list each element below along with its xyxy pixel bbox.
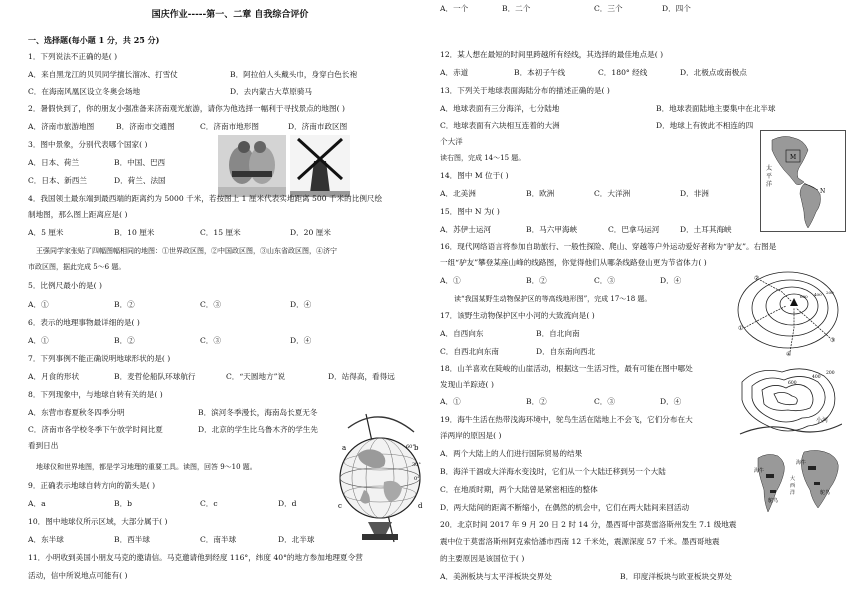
q11-option-d: D．四个 — [662, 4, 691, 13]
question-6: 6．表示的地理事物最详细的是( ) — [28, 318, 140, 327]
question-13: 13．下列关于地球表面海陆分布的描述正确的是( ) — [440, 86, 610, 95]
africa-label-ostrich-2: 鸵鸟 — [820, 490, 831, 496]
q2-option-a: A．济南市旅游地图 — [28, 122, 95, 131]
q10-option-d: D．北半球 — [278, 535, 315, 544]
africa-label-manatee-1: 海牛 — [754, 468, 765, 474]
q13-option-d: D．地球上有彼此不相连的四 — [656, 121, 754, 130]
q19-option-b: B．海洋干涸或大洋海水变浅时，它们从一个大陆迁移到另一个大陆 — [440, 467, 666, 476]
contour2-label-600: 600 — [788, 381, 797, 386]
question-5: 5．比例尺最小的是( ) — [28, 281, 102, 290]
q19-option-d: D．两大陆间的距离不断缩小，在偶然的机会中，它们在两大陆间来回活动 — [440, 503, 690, 512]
q15-option-b: B．马六甲海峡 — [526, 225, 578, 234]
q15-option-c: C．巴拿马运河 — [608, 225, 660, 234]
map1-label-yang: 洋 — [766, 181, 773, 188]
q17-option-b: B．自北向南 — [536, 329, 580, 338]
q12-option-d: D．北极点或南极点 — [680, 68, 747, 77]
q18-option-b: B．② — [526, 397, 547, 406]
question-20-line-3: 的主要原因是该国位于( ) — [440, 554, 525, 563]
q9-option-a: A．a — [28, 499, 46, 508]
q14-option-d: D．非洲 — [680, 189, 709, 198]
question-18-line-1: 18．山羊喜欢在陡峻的山崖活动，根据这一生活习性，最有可能在图中哪处 — [440, 364, 693, 373]
reading-prompt-17-18: 读“我国某野生动物保护区的等高线地形图”，完成 17～18 题。 — [454, 295, 652, 303]
q16-option-a: A．① — [440, 276, 461, 285]
q6-option-a: A．① — [28, 336, 49, 345]
q14-option-c: C．大洋洲 — [594, 189, 631, 198]
globe-label-a: a — [342, 444, 347, 452]
q13-option-b: B．地球表面陆地主要集中在北半球 — [656, 104, 776, 113]
atlantic-continents-map — [752, 446, 846, 516]
q4-option-d: D．20 厘米 — [290, 228, 331, 237]
africa-label-xi: 西 — [790, 483, 796, 489]
q11-option-a: A．一个 — [440, 4, 469, 13]
map1-label-n: N — [820, 188, 826, 195]
question-15: 15．图中 N 为( ) — [440, 207, 500, 216]
q13-option-d-cont: 个大洋 — [440, 137, 463, 146]
q7-option-b: B．麦哲伦船队环球航行 — [114, 372, 196, 381]
q2-option-d: D．济南市政区图 — [288, 122, 348, 131]
contour2-label-river: 小河 — [816, 417, 829, 424]
q1-option-d: D．去内蒙古大草原骑马 — [230, 87, 313, 96]
question-7: 7．下列事例不能正确说明地球形状的是( ) — [28, 354, 171, 363]
contour-map-q17 — [738, 360, 842, 440]
africa-label-manatee-2: 海牛 — [796, 460, 807, 466]
globe-label-b: b — [414, 444, 419, 452]
question-19-line-2: 洋两岸的原因是( ) — [440, 431, 502, 440]
q16-option-d: D．④ — [660, 276, 682, 285]
q1-option-c: C．在海南风凰区设立冬奥会场地 — [28, 87, 141, 96]
contour1-label-2: ② — [754, 275, 760, 282]
q5-option-c: C．③ — [200, 300, 221, 309]
q3-option-a: A．日本、荷兰 — [28, 158, 80, 167]
globe-label-60deg: 60° — [406, 444, 415, 450]
q18-option-d: D．④ — [660, 397, 682, 406]
q17-option-c: C．自西北向东南 — [440, 347, 499, 356]
reading-prompt-5-6-line-2: 市政区图，据此完成 5～6 题。 — [28, 263, 126, 271]
contour1-label-600: 600 — [800, 294, 808, 299]
q8-option-a: A．东营市春夏秋冬四季分明 — [28, 408, 125, 417]
question-18-line-2: 发现山羊踪迹( ) — [440, 380, 494, 389]
question-16-line-1: 16．现代网络语言将参加自助旅行、一般性探险、爬山、穿越等户外运动爱好者称为“驴友”。右图是 — [440, 242, 777, 251]
q15-option-d: D．土耳其海峡 — [680, 225, 732, 234]
q11-option-b: B．二个 — [502, 4, 531, 13]
q13-option-a: A．地球表面有三分海洋，七分陆地 — [440, 104, 560, 113]
q6-option-d: D．④ — [290, 336, 312, 345]
question-2: 2．暑假快到了，你的朋友小强准备来济南观光旅游，请你为他选择一幅利于寻找景点的地图( ) — [28, 104, 345, 113]
question-20-line-2: 震中位于莫雷洛斯州阿克索恰潘市西南 12 千米处，震源深度 57 千米。墨西哥地震 — [440, 537, 720, 546]
contour1-label-200: 200 — [826, 290, 834, 295]
q12-option-c: C．180° 经线 — [598, 68, 648, 77]
q1-option-b: B．阿拉伯人头戴头巾，身穿白色长袍 — [230, 70, 358, 79]
q12-option-a: A．赤道 — [440, 68, 469, 77]
contour1-label-400: 400 — [814, 292, 822, 297]
americas-map-figure — [760, 130, 846, 232]
q3-option-d: D．荷兰、法国 — [114, 176, 166, 185]
question-20-line-1: 20．北京时间 2017 年 9 月 20 日 2 时 14 分，墨西哥中部莫雷洛斯州发生 7.1 级地震 — [440, 520, 737, 529]
windmill-photo — [290, 135, 350, 197]
map1-label-m: M — [790, 154, 797, 161]
question-12: 12．某人想在最短的时间里跨越所有经线，其选择的最佳地点是( ) — [440, 50, 664, 59]
q2-option-b: B．济南市交通图 — [116, 122, 175, 131]
africa-label-ostrich-1: 鸵鸟 — [768, 498, 779, 504]
contour1-label-3: ③ — [830, 337, 836, 344]
africa-label-da: 大 — [790, 476, 796, 482]
q19-option-a: A．两个大陆上的人们进行国际贸易的结果 — [440, 449, 583, 458]
q7-option-a: A．月食的形状 — [28, 372, 80, 381]
q20-option-a: A．美洲板块与太平洋板块交界处 — [440, 572, 552, 581]
q4-option-b: B．10 厘米 — [114, 228, 155, 237]
q9-option-b: B．b — [114, 499, 133, 508]
contour2-label-200: 200 — [826, 371, 835, 376]
q20-option-b: B．印度洋板块与欧亚板块交界处 — [620, 572, 732, 581]
question-17: 17．该野生动物保护区中小河的大致流向是( ) — [440, 311, 595, 320]
q7-option-c: C．“天圆地方”说 — [226, 372, 286, 381]
q9-option-d: D．d — [278, 499, 297, 508]
globe-figure — [328, 410, 432, 552]
q10-option-c: C．南半球 — [200, 535, 237, 544]
question-8: 8．下列现象中，与地球自转有关的是( ) — [28, 390, 163, 399]
question-11-line-2: 活动，信中所说地点可能有( ) — [28, 571, 128, 580]
q8-option-d-cont: 看到日出 — [28, 441, 59, 450]
q7-option-d: D．站得高，看得远 — [328, 372, 395, 381]
map1-label-tai: 太 — [766, 165, 773, 172]
section-heading: 一、选择题(每小题 1 分，共 25 分) — [28, 35, 160, 45]
q16-option-b: B．② — [526, 276, 547, 285]
q8-option-d: D．北京的学生比乌鲁木齐的学生先 — [198, 425, 318, 434]
question-9: 9．正确表示地球自转方向的箭头是( ) — [28, 481, 156, 490]
q12-option-b: B．本初子午线 — [514, 68, 566, 77]
africa-label-yang: 洋 — [790, 490, 796, 496]
globe-label-30deg: 30° — [412, 462, 421, 468]
q6-option-c: C．③ — [200, 336, 221, 345]
contour2-label-400: 400 — [812, 375, 821, 380]
question-1: 1．下列说法不正确的是( ) — [28, 52, 118, 61]
q4-option-c: C．15 厘米 — [200, 228, 241, 237]
q18-option-c: C．③ — [594, 397, 615, 406]
sumo-photo — [218, 135, 286, 197]
q1-option-a: A．来自黑龙江的贝贝同学擅长溜冰、打雪仗 — [28, 70, 178, 79]
q10-option-b: B．西半球 — [114, 535, 150, 544]
q4-option-a: A．5 厘米 — [28, 228, 64, 237]
q9-option-c: C．c — [200, 499, 218, 508]
question-11-line-1: 11．小明收到美国小朋友马克的邀请信。马克邀请他到经度 116°，纬度 40°的地方参加地理夏令营 — [28, 553, 363, 562]
q3-option-c: C．日本、新西兰 — [28, 176, 87, 185]
reading-prompt-14-15: 读右图，完成 14～15 题。 — [440, 154, 526, 162]
map1-label-ping: 平 — [766, 173, 773, 180]
q3-picture-pair — [218, 135, 350, 197]
q19-option-c: C．在地质时期，两个大陆曾是紧密相连的整体 — [440, 485, 598, 494]
reading-prompt-5-6-line-1: 王强同学家张贴了四幅图幅相同的地图：①世界政区图，②中国政区图，③山东省政区图，④济宁 — [36, 247, 337, 255]
q11-option-c: C．三个 — [594, 4, 623, 13]
globe-label-c: c — [338, 502, 342, 510]
question-10: 10．图中地球仪所示区域，大部分属于( ) — [28, 517, 168, 526]
contour1-label-4: ④ — [786, 351, 792, 358]
q8-option-b: B．滨河冬季漫长，海南岛长夏无冬 — [198, 408, 318, 417]
globe-label-d: d — [418, 502, 423, 510]
q2-option-c: C．济南市地形图 — [200, 122, 259, 131]
globe-label-0deg: 0° — [414, 476, 420, 482]
question-4-line-1: 4．我国领土最东端到最西端的距离约为 5000 千米，若按图上 1 厘米代表实地距离 500 千米的比例尺绘 — [28, 194, 383, 203]
q14-option-a: A．北美洲 — [440, 189, 476, 198]
reading-prompt-9-10: 地球仪和世界地图，都是学习地理的重要工具。读图，回答 9～10 题。 — [36, 463, 257, 471]
question-3: 3．图中景象，分别代表哪个国家( ) — [28, 140, 148, 149]
q5-option-a: A．① — [28, 300, 49, 309]
q15-option-a: A．苏伊士运河 — [440, 225, 492, 234]
page-title: 国庆作业-----第一、二章 自我综合评价 — [151, 10, 309, 20]
q18-option-a: A．① — [440, 397, 461, 406]
q5-option-b: B．② — [114, 300, 135, 309]
question-14: 14．图中 M 位于( ) — [440, 171, 509, 180]
q13-option-c: C．地球表面有六块相互连着的大洲 — [440, 121, 560, 130]
q5-option-d: D．④ — [290, 300, 312, 309]
q10-option-a: A．东半球 — [28, 535, 64, 544]
contour-map-q16 — [730, 268, 840, 358]
q8-option-c: C．济南市各学校冬季下午放学时间比夏 — [28, 425, 163, 434]
q3-option-b: B．中国、巴西 — [114, 158, 166, 167]
question-16-line-2: 一组“驴友”攀登某座山峰的线路图，你觉得他们从哪条线路登山更为节省体力( ) — [440, 258, 707, 267]
q16-option-c: C．③ — [594, 276, 615, 285]
q17-option-a: A．自西向东 — [440, 329, 484, 338]
question-4-line-2: 制地图，那么图上距离应是( ) — [28, 210, 128, 219]
contour1-label-1: ① — [738, 325, 744, 332]
question-19-line-1: 19．海牛生活在热带浅海环境中，鸵鸟生活在陆地上不会飞，它们分布在大 — [440, 415, 693, 424]
q17-option-d: D．自东南向西北 — [536, 347, 596, 356]
q14-option-b: B．欧洲 — [526, 189, 555, 198]
q6-option-b: B．② — [114, 336, 135, 345]
